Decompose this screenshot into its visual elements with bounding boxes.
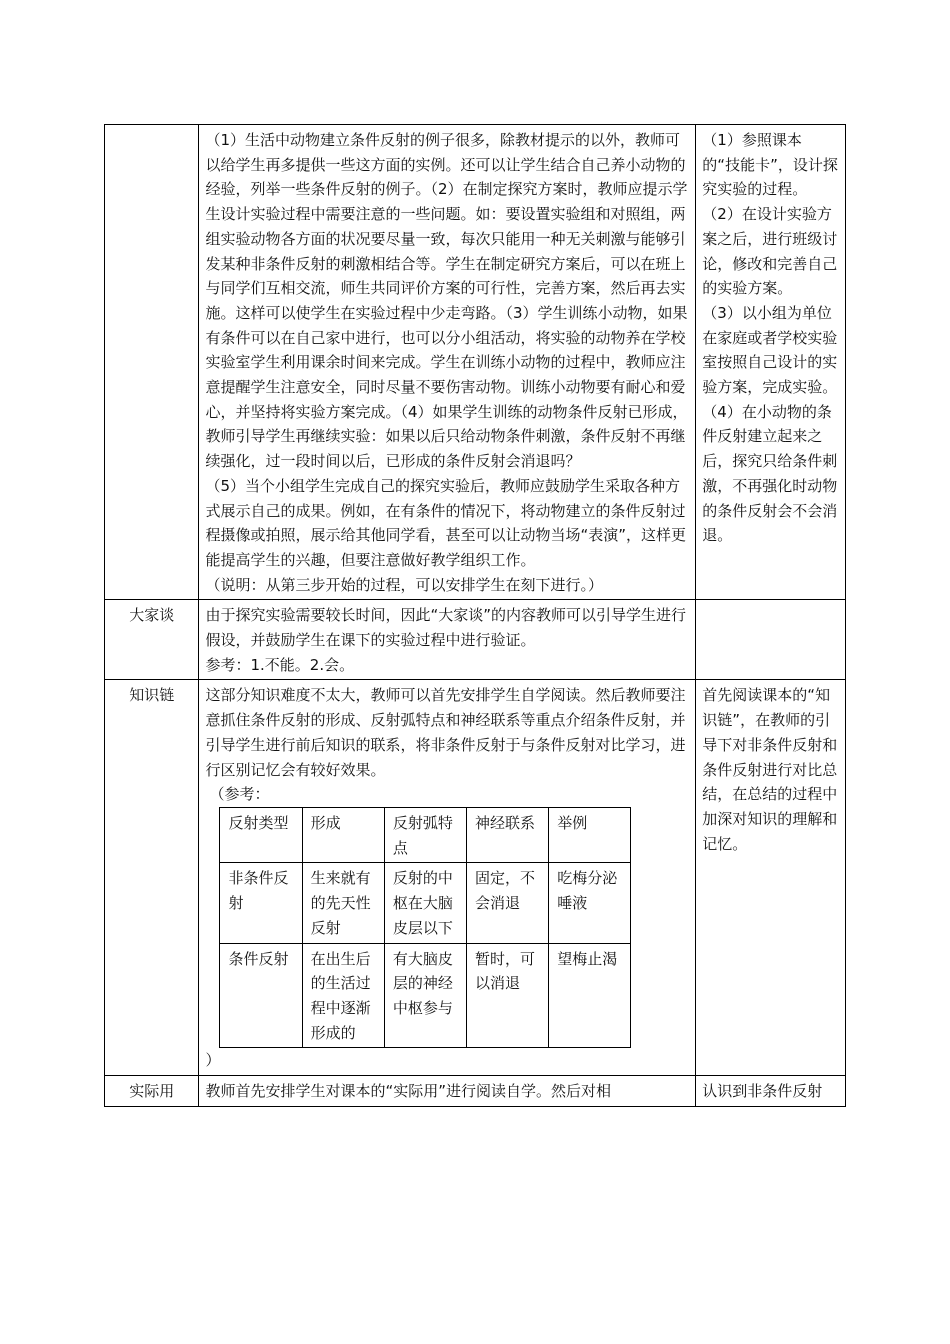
comparison-header-row bbox=[220, 807, 631, 862]
row-discussion bbox=[105, 600, 846, 680]
reference-open: （参考： bbox=[209, 785, 270, 804]
exploration-note: （说明：从第三步开始的过程，可以安排学生在刻下进行。） bbox=[205, 575, 603, 594]
lesson-plan-table bbox=[104, 124, 846, 1107]
row-knowledge-student: 首先阅读课本的“知识链”，在教师的引导下对非条件反射和条件反射进行对比总结，在总结的过程中加深对知识的理解和记忆。 bbox=[696, 680, 846, 1076]
table-cell: 吃梅分泌唾液 bbox=[549, 863, 631, 943]
table-cell: 固定，不会消退 bbox=[467, 863, 549, 943]
row-exploration-label bbox=[105, 125, 199, 600]
table-cell: 生来就有的先天性反射 bbox=[302, 863, 384, 943]
row-practical-student: 认识到非条件反射 bbox=[696, 1076, 846, 1107]
table-cell: 在出生后的生活过程中逐渐形成的 bbox=[302, 943, 384, 1048]
row-practical bbox=[105, 1076, 846, 1107]
exploration-paragraph-1: （1）生活中动物建立条件反射的例子很多，除教材提示的以外，教师可以给学生再多提供一些这方面的实例。还可以让学生结合自己养小动物的经验，列举一些条件反射的例子。（2）在制定探究方案时，教师应提示学生设计实验过程中需要注意的一些问题。如：要设置实验组和对照组，两组实验动物各方面的状况要尽量一致，每次只能用一种无关刺激与能够引发某种非条件反射的刺激相结合等。学生在制定研究方案后，可以在班上与同学们互相交流，师生共同评价方案的可行性，完善方案，然后再去实施。这样可以使学生在实验过程中少走弯路。（3）学生训练小动物，如果有条件可以在自己家中进行，也可以分小组活动，将实验的动物养在学校实验室学生利用课余时间来完成。学生在训练小动物的过程中，教师应注意提醒学生注意安全，同时尽量不要伤害动物。训练小动物要有耐心和爱心，并坚持将实验方案完成。（4）如果学生训练的动物条件反射已形成，教师引导学生再继续实验：如果以后只给动物条件刺激，条件反射不再继续强化，过一段时间以后，已形成的条件反射会消退吗？ bbox=[205, 131, 688, 471]
table-cell: 反射的中枢在大脑皮层以下 bbox=[384, 863, 466, 943]
comparison-row-conditioned bbox=[220, 943, 631, 1048]
knowledge-paragraph: 这部分知识难度不太大，教师可以首先安排学生自学阅读。然后教师要注意抓住条件反射的形成、反射弧特点和神经联系等重点介绍条件反射，并引导学生进行前后知识的联系，将非条件反射于与条件反射对比学习，进行区别记忆会有较好效果。 bbox=[205, 686, 686, 779]
row-discussion-teacher bbox=[199, 600, 696, 680]
student-step-3: （3）以小组为单位在家庭或者学校实验室按照自己设计的实验方案，完成实验。 bbox=[702, 303, 838, 397]
table-cell: 条件反射 bbox=[220, 943, 302, 1048]
reference-close: ） bbox=[205, 1051, 221, 1070]
table-cell: 非条件反射 bbox=[220, 863, 302, 943]
table-cell: 暂时，可以消退 bbox=[467, 943, 549, 1048]
header-cell: 形成 bbox=[302, 807, 384, 862]
discussion-paragraph: 由于探究实验需要较长时间，因此“大家谈”的内容教师可以引导学生进行假设，并鼓励学生在课下的实验过程中进行验证。 bbox=[205, 606, 687, 650]
discussion-reference: 参考：1.不能。2.会。 bbox=[205, 655, 355, 674]
header-cell: 神经联系 bbox=[467, 807, 549, 862]
row-practical-label: 实际用 bbox=[105, 1076, 199, 1107]
header-cell: 反射类型 bbox=[220, 807, 302, 862]
row-knowledge bbox=[105, 680, 846, 1076]
row-discussion-student bbox=[696, 600, 846, 680]
row-discussion-label: 大家谈 bbox=[105, 600, 199, 680]
row-knowledge-label: 知识链 bbox=[105, 680, 199, 1076]
row-practical-teacher: 教师首先安排学生对课本的“实际用”进行阅读自学。然后对相 bbox=[199, 1076, 696, 1107]
table-cell: 有大脑皮层的神经中枢参与 bbox=[384, 943, 466, 1048]
table-cell: 望梅止渴 bbox=[549, 943, 631, 1048]
comparison-row-unconditioned bbox=[220, 863, 631, 943]
row-exploration-teacher bbox=[199, 125, 696, 600]
header-cell: 举例 bbox=[549, 807, 631, 862]
header-cell: 反射弧特点 bbox=[384, 807, 466, 862]
row-exploration-student bbox=[696, 125, 846, 600]
student-step-1: （1）参照课本的“技能卡”，设计探究实验的过程。 bbox=[702, 131, 838, 199]
row-exploration bbox=[105, 125, 846, 600]
reflex-comparison-table bbox=[219, 807, 631, 1048]
student-step-4: （4）在小动物的条件反射建立起来之后，探究只给条件刺激，不再强化时动物的条件反射会不会消退。 bbox=[702, 402, 838, 545]
row-knowledge-teacher bbox=[199, 680, 696, 1076]
student-step-2: （2）在设计实验方案之后，进行班级讨论，修改和完善自己的实验方案。 bbox=[702, 205, 838, 298]
exploration-paragraph-2: （5）当个小组学生完成自己的探究实验后，教师应鼓励学生采取各种方式展示自己的成果。例如，在有条件的情况下，将动物建立的条件反射过程摄像或拍照，展示给其他同学看，甚至可以让动物当场“表演”，这样更能提高学生的兴趣，但要注意做好教学组织工作。 bbox=[205, 476, 687, 569]
